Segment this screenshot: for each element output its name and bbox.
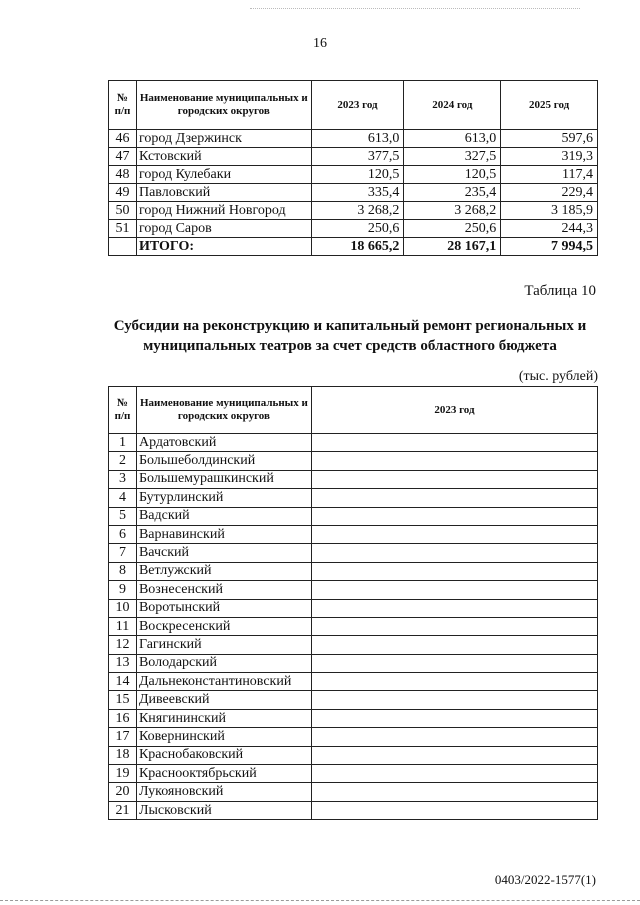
row-num: 9 — [109, 581, 137, 599]
table-row — [109, 599, 598, 617]
row-num: 3 — [109, 470, 137, 488]
table-header-row — [109, 387, 598, 434]
table-row — [109, 130, 598, 148]
row-name: Княгининский — [136, 709, 311, 727]
row-num: 49 — [109, 184, 137, 202]
table-row — [109, 184, 598, 202]
header-2023: 2023 год — [311, 81, 404, 130]
page-number: 16 — [313, 36, 327, 51]
row-num: 50 — [109, 202, 137, 220]
row-name: Вадский — [136, 507, 311, 525]
row-value-2025: 244,3 — [501, 220, 598, 238]
table-row — [109, 166, 598, 184]
row-num: 17 — [109, 728, 137, 746]
row-value-2023 — [311, 617, 597, 635]
row-value-2023 — [311, 636, 597, 654]
row-value-2023 — [311, 765, 597, 783]
table-row — [109, 452, 598, 470]
table-funding-continued — [108, 80, 598, 256]
row-num: 21 — [109, 801, 137, 819]
row-value-2023 — [311, 470, 597, 488]
row-num: 5 — [109, 507, 137, 525]
row-value-2023: 3 268,2 — [311, 202, 404, 220]
row-name: Большеболдинский — [136, 452, 311, 470]
header-name: Наименование муниципальных и городских округов — [136, 387, 311, 434]
row-name: Лысковский — [136, 801, 311, 819]
table-row — [109, 617, 598, 635]
row-value-2023 — [311, 599, 597, 617]
row-name: Бутурлинский — [136, 489, 311, 507]
header-2023: 2023 год — [311, 387, 597, 434]
row-num: 14 — [109, 673, 137, 691]
row-name: Гагинский — [136, 636, 311, 654]
row-name: город Дзержинск — [136, 130, 311, 148]
row-value-2023 — [311, 525, 597, 543]
row-name: Вознесенский — [136, 581, 311, 599]
total-label: ИТОГО: — [136, 238, 311, 256]
row-num: 13 — [109, 654, 137, 672]
table-row — [109, 783, 598, 801]
document-number: 0403/2022-1577(1) — [494, 872, 596, 887]
row-name: Вачский — [136, 544, 311, 562]
header-2024: 2024 год — [404, 81, 501, 130]
units-label: (тыс. рублей) — [518, 369, 598, 384]
row-name: Краснобаковский — [136, 746, 311, 764]
total-value-2023: 18 665,2 — [311, 238, 404, 256]
row-num: 11 — [109, 617, 137, 635]
row-value-2025: 319,3 — [501, 148, 598, 166]
scan-artifact-top — [250, 8, 580, 9]
row-name: Ардатовский — [136, 434, 311, 452]
header-2025: 2025 год — [501, 81, 598, 130]
row-name: город Саров — [136, 220, 311, 238]
row-name: Володарский — [136, 654, 311, 672]
row-num: 18 — [109, 746, 137, 764]
row-num: 4 — [109, 489, 137, 507]
table-row — [109, 470, 598, 488]
row-num: 15 — [109, 691, 137, 709]
row-num: 16 — [109, 709, 137, 727]
table-row — [109, 220, 598, 238]
row-name: Дальнеконстантиновский — [136, 673, 311, 691]
table-theatre-subsidies — [108, 386, 598, 820]
table-row — [109, 746, 598, 764]
row-num: 7 — [109, 544, 137, 562]
row-value-2023 — [311, 728, 597, 746]
row-num: 51 — [109, 220, 137, 238]
total-num-cell — [109, 238, 137, 256]
row-value-2025: 117,4 — [501, 166, 598, 184]
table-row — [109, 544, 598, 562]
row-value-2024: 120,5 — [404, 166, 501, 184]
row-value-2023 — [311, 434, 597, 452]
row-value-2023: 250,6 — [311, 220, 404, 238]
header-num: № п/п — [109, 387, 137, 434]
table-row — [109, 507, 598, 525]
table-row — [109, 489, 598, 507]
row-num: 12 — [109, 636, 137, 654]
row-name: Варнавинский — [136, 525, 311, 543]
row-name: Воротынский — [136, 599, 311, 617]
row-name: Ветлужский — [136, 562, 311, 580]
row-value-2023 — [311, 673, 597, 691]
table-row — [109, 434, 598, 452]
header-num: № п/п — [109, 81, 137, 130]
row-value-2023: 335,4 — [311, 184, 404, 202]
scan-artifact-bottom — [0, 900, 640, 901]
table-row — [109, 581, 598, 599]
row-value-2023 — [311, 746, 597, 764]
row-num: 2 — [109, 452, 137, 470]
table-row — [109, 654, 598, 672]
row-num: 48 — [109, 166, 137, 184]
row-value-2023 — [311, 801, 597, 819]
row-name: город Кулебаки — [136, 166, 311, 184]
row-value-2023 — [311, 783, 597, 801]
row-name: Дивеевский — [136, 691, 311, 709]
table-row — [109, 562, 598, 580]
table-row — [109, 148, 598, 166]
table-title: Субсидии на реконструкцию и капитальный ремонт региональных и муниципальных театров за счет средств областного бюджета — [113, 318, 587, 354]
row-num: 20 — [109, 783, 137, 801]
row-num: 46 — [109, 130, 137, 148]
row-value-2024: 327,5 — [404, 148, 501, 166]
row-value-2023: 613,0 — [311, 130, 404, 148]
row-name: Краснооктябрьский — [136, 765, 311, 783]
row-value-2023 — [311, 507, 597, 525]
total-value-2025: 7 994,5 — [501, 238, 598, 256]
table-row — [109, 673, 598, 691]
table-row — [109, 202, 598, 220]
row-num: 19 — [109, 765, 137, 783]
row-num: 47 — [109, 148, 137, 166]
row-value-2023 — [311, 562, 597, 580]
row-value-2023 — [311, 709, 597, 727]
row-value-2023 — [311, 654, 597, 672]
row-name: Кстовский — [136, 148, 311, 166]
table-row — [109, 691, 598, 709]
row-name: Большемурашкинский — [136, 470, 311, 488]
row-num: 6 — [109, 525, 137, 543]
row-num: 8 — [109, 562, 137, 580]
row-name: Воскресенский — [136, 617, 311, 635]
row-value-2024: 250,6 — [404, 220, 501, 238]
table-row — [109, 801, 598, 819]
table-row — [109, 525, 598, 543]
row-name: город Нижний Новгород — [136, 202, 311, 220]
row-num: 1 — [109, 434, 137, 452]
table-label: Таблица 10 — [524, 283, 596, 299]
row-value-2023 — [311, 544, 597, 562]
table-row — [109, 636, 598, 654]
row-value-2023: 120,5 — [311, 166, 404, 184]
row-value-2024: 3 268,2 — [404, 202, 501, 220]
row-value-2025: 3 185,9 — [501, 202, 598, 220]
row-value-2023: 377,5 — [311, 148, 404, 166]
row-value-2025: 229,4 — [501, 184, 598, 202]
row-value-2024: 235,4 — [404, 184, 501, 202]
row-num: 10 — [109, 599, 137, 617]
table-row — [109, 765, 598, 783]
row-name: Павловский — [136, 184, 311, 202]
row-value-2023 — [311, 489, 597, 507]
header-name: Наименование муниципальных и городских округов — [136, 81, 311, 130]
table-row — [109, 728, 598, 746]
row-name: Ковернинский — [136, 728, 311, 746]
row-value-2024: 613,0 — [404, 130, 501, 148]
total-row — [109, 238, 598, 256]
row-value-2023 — [311, 452, 597, 470]
table-header-row — [109, 81, 598, 130]
row-value-2023 — [311, 691, 597, 709]
row-value-2025: 597,6 — [501, 130, 598, 148]
row-value-2023 — [311, 581, 597, 599]
row-name: Лукояновский — [136, 783, 311, 801]
table-row — [109, 709, 598, 727]
total-value-2024: 28 167,1 — [404, 238, 501, 256]
